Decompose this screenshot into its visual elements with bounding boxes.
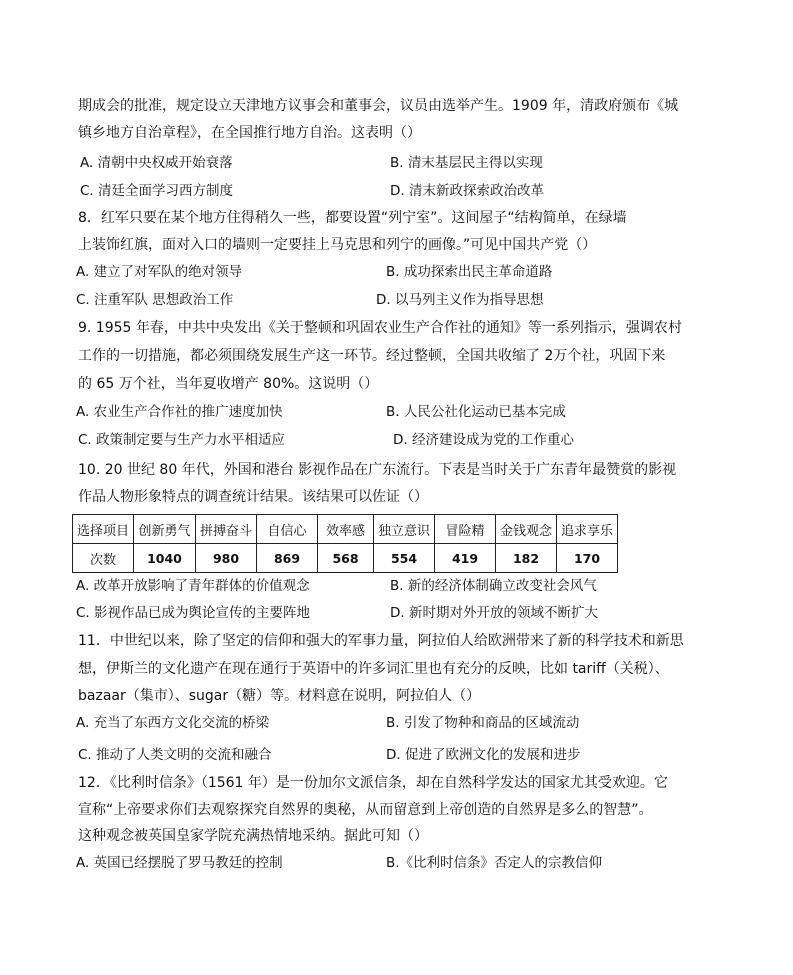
q11-stem-line-3: bazaar（集市）、sugar（糖）等。材料意在说明，阿拉伯人（） — [78, 688, 481, 704]
q9-option-b: B. 人民公社化运动已基本完成 — [386, 404, 566, 420]
table-header-cell: 追求享乐 — [557, 515, 618, 544]
q8-option-a: A. 建立了对军队的绝对领导 — [76, 264, 243, 280]
table-value-cell: 次数 — [73, 544, 134, 573]
table-value-cell: 419 — [435, 544, 496, 573]
table-header-cell: 冒险精 — [435, 515, 496, 544]
table-value-cell: 568 — [318, 544, 374, 573]
q10-option-c: C. 影视作品已成为舆论宣传的主要阵地 — [76, 605, 311, 621]
q10-stem-line-2: 作品人物形象特点的调查统计结果。该结果可以佐证（） — [78, 489, 428, 505]
q8-option-b: B. 成功探索出民主革命道路 — [386, 264, 553, 280]
table-header-cell: 选择项目 — [73, 515, 134, 544]
q8-option-c: C. 注重军队 思想政治工作 — [76, 292, 234, 308]
table-header-cell: 金钱观念 — [496, 515, 557, 544]
q7-option-b: B. 清末基层民主得以实现 — [390, 155, 543, 171]
q10-stem-line-1: 10. 20 世纪 80 年代，外国和港台 影视作品在广东流行。下表是当时关于广东青年最赞赏的影视 — [78, 462, 677, 478]
q9-stem-line-3: 的 65 万个社，当年夏收增产 80%。这说明（） — [78, 376, 379, 392]
survey-table — [72, 514, 618, 573]
q7-stem-line-2: 镇乡地方自治章程》，在全国推行地方自治。这表明（） — [78, 125, 421, 141]
table-value-cell: 170 — [557, 544, 618, 573]
table-values-row — [73, 544, 618, 573]
table-header-cell: 拼搏奋斗 — [196, 515, 257, 544]
q10-option-a: A. 改革开放影响了青年群体的价值观念 — [76, 578, 310, 594]
table-header-cell: 创新勇气 — [134, 515, 196, 544]
table-header-cell: 独立意识 — [374, 515, 435, 544]
q11-option-a: A. 充当了东西方文化交流的桥梁 — [76, 715, 270, 731]
q12-option-b: B.《比利时信条》否定人的宗教信仰 — [386, 855, 603, 871]
q10-option-b: B. 新的经济体制确立改变社会风气 — [390, 578, 597, 594]
q8-option-d: D. 以马列主义作为指导思想 — [376, 292, 544, 308]
q11-option-b: B. 引发了物种和商品的区域流动 — [386, 715, 580, 731]
q8-stem-line-2: 上装饰红旗，面对入口的墙则一定要挂上马克思和列宁的画像。”可见中国共产党（） — [78, 237, 597, 253]
q9-stem-line-2: 工作的一切措施，都必须围绕发展生产这一环节。经过整顿，全国共收缩了 2万个社，巩固下来 — [78, 348, 666, 364]
q7-stem-line-1: 期成会的批准，规定设立天津地方议事会和董事会，议员由选举产生。1909 年，清政府颁布《城 — [78, 98, 679, 114]
table-header-cell: 自信心 — [257, 515, 318, 544]
q12-stem-line-2: 宣称“上帝要求你们去观察探究自然界的奥秘，从而留意到上帝创造的自然界是多么的智慧”。 — [78, 802, 653, 818]
q7-option-d: D. 清末新政探索政治改革 — [390, 183, 544, 199]
q8-stem-line-1: 8．红军只要在某个地方住得稍久一些，都要设置“列宁室”。这间屋子“结构简单，在绿墙 — [78, 210, 627, 226]
table-header-row — [73, 515, 618, 544]
table-value-cell: 869 — [257, 544, 318, 573]
table-value-cell: 182 — [496, 544, 557, 573]
q11-stem-line-2: 想，伊斯兰的文化遗产在现在通行于英语中的许多词汇里也有充分的反映，比如 tariff（关税）、 — [78, 661, 669, 677]
q7-option-a: A. 清朝中央权威开始衰落 — [80, 155, 233, 171]
q9-option-c: C. 政策制定要与生产力水平相适应 — [78, 432, 286, 448]
q12-stem-line-1: 12．《比利时信条》（1561 年）是一份加尔文派信条，却在自然科学发达的国家尤其受欢迎。它 — [78, 775, 668, 791]
q9-option-a: A. 农业生产合作社的推广速度加快 — [76, 404, 283, 420]
q10-option-d: D. 新时期对外开放的领域不断扩大 — [390, 605, 598, 621]
table-header-cell: 效率感 — [318, 515, 374, 544]
q9-option-d: D. 经济建设成为党的工作重心 — [393, 432, 574, 448]
q11-option-c: C. 推动了人类文明的交流和融合 — [78, 747, 272, 763]
table-value-cell: 554 — [374, 544, 435, 573]
table-value-cell: 980 — [196, 544, 257, 573]
q7-option-c: C. 清廷全面学习西方制度 — [80, 183, 234, 199]
q11-option-d: D. 促进了欧洲文化的发展和进步 — [386, 747, 581, 763]
q9-stem-line-1: 9. 1955 年春，中共中央发出《关于整顿和巩固农业生产合作社的通知》等一系列指示，强调农村 — [78, 320, 682, 336]
q12-stem-line-3: 这种观念被英国皇家学院充满热情地采纳。据此可知（） — [78, 828, 428, 844]
q12-option-a: A. 英国已经摆脱了罗马教廷的控制 — [76, 855, 283, 871]
q11-stem-line-1: 11．中世纪以来，除了坚定的信仰和强大的军事力量，阿拉伯人给欧洲带来了新的科学技术和新思 — [78, 633, 684, 649]
table-value-cell: 1040 — [134, 544, 196, 573]
